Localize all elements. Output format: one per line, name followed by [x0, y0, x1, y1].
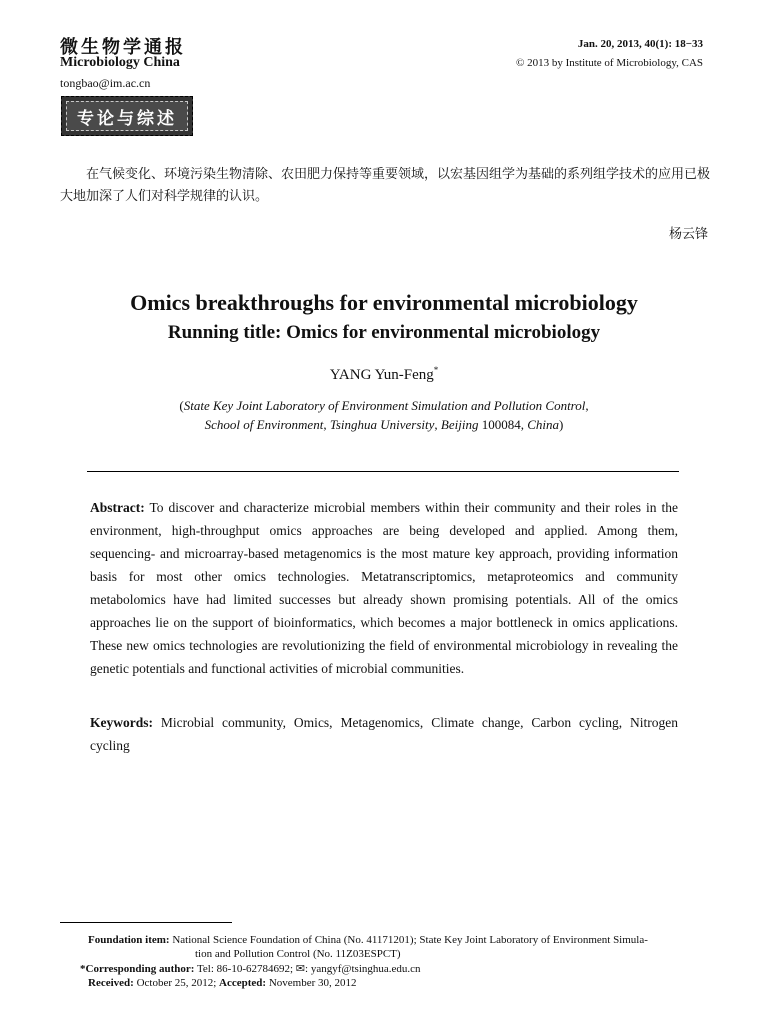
- author-asterisk: *: [433, 365, 439, 375]
- affil-university: Tsinghua University: [329, 417, 435, 432]
- footnote-divider: [60, 922, 232, 923]
- author-name: YANG Yun-Feng: [329, 367, 434, 383]
- editor-signature: 杨云锋: [668, 227, 708, 242]
- abstract: [90, 496, 678, 680]
- received-label: Received:: [88, 977, 134, 989]
- affil-comma: ,: [323, 417, 330, 432]
- affil-postcode: 100084,: [478, 417, 528, 432]
- article-title: Omics breakthroughs for environmental microbiology: [130, 290, 638, 315]
- running-title: Running title: Omics for environmental microbiology: [167, 322, 601, 343]
- accepted-date: November 30, 2012: [268, 977, 357, 989]
- foundation-text: National Science Foundation of China (No. 41171201); State Key Joint Laboratory of Environment Simula-: [172, 934, 648, 946]
- footnote-foundation: [88, 933, 708, 961]
- keywords: [90, 711, 678, 757]
- mail-icon: ✉: [295, 963, 306, 975]
- copyright-line: © 2013 by Institute of Microbiology, CAS: [516, 57, 703, 69]
- abstract-text: To discover and characterize microbial members within their community and their roles in the environment, high-throughput omics approaches are being developed and applied. Among them, sequencing- and microarray-based metagenomics is the most mature key approach, providing information basis for most other omics technologies. Metatranscriptomics, metaproteomics and community metabolomics have had limited successes but already shown promising potentials. All of the omics approaches lie on the support of bioinformatics, which becomes a major bottleneck in omics applications. These new omics technologies are revolutionizing the field of environmental microbiology in revealing the genetic potentials and functional activities of microbial communities.: [90, 500, 678, 676]
- section-divider: [87, 471, 679, 472]
- foundation-label: Foundation item:: [88, 934, 170, 946]
- journal-english-title: Microbiology China: [60, 55, 180, 70]
- foundation-text-cont: tion and Pollution Control (No. 11Z03ESPCT): [195, 948, 401, 960]
- author-line: [0, 365, 768, 384]
- corr-label: *Corresponding author:: [80, 963, 195, 975]
- corr-tel: Tel: 86-10-62784692;: [196, 963, 294, 975]
- affil-country: China: [527, 417, 560, 432]
- affil-open-paren: (: [179, 398, 184, 413]
- section-badge: [61, 96, 193, 136]
- journal-email[interactable]: tongbao@im.ac.cn: [60, 76, 151, 90]
- affil-lab: State Key Joint Laboratory of Environment Simulation and Pollution Control: [183, 398, 586, 413]
- journal-chinese-title: 微生物学通报: [60, 37, 186, 58]
- received-date: October 25, 2012;: [136, 977, 217, 989]
- footnote-dates: [88, 976, 708, 990]
- keywords-text: Microbial community, Omics, Metagenomics, Climate change, Carbon cycling, Nitrogen cycling: [90, 715, 678, 753]
- affil-comma: ,: [434, 417, 441, 432]
- footnote-corresponding: [80, 962, 700, 976]
- affil-city: Beijing: [440, 417, 479, 432]
- accepted-label: Accepted:: [219, 977, 267, 989]
- keywords-label: Keywords:: [90, 715, 153, 730]
- abstract-label: Abstract:: [90, 500, 145, 515]
- affiliation: [0, 396, 768, 434]
- affil-school: School of Environment: [204, 417, 324, 432]
- affil-comma: ,: [585, 398, 589, 413]
- editor-note: 在气候变化、环境污染生物清除、农田肥力保持等重要领域，以宏基因组学为基础的系列组学技术的应用已极大地加深了人们对科学规律的认识。: [60, 167, 711, 204]
- issue-info: Jan. 20, 2013, 40(1): 18−33: [577, 38, 703, 50]
- affil-close-paren: ): [559, 417, 564, 432]
- section-badge-label: 专论与综述: [66, 101, 188, 131]
- corr-email[interactable]: : yangyf@tsinghua.edu.cn: [305, 963, 421, 975]
